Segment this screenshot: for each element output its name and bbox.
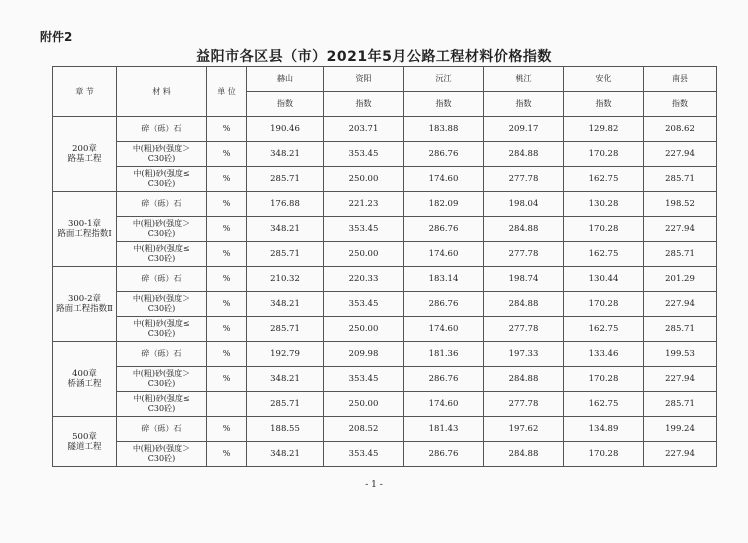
- index-value-cell: 353.45: [324, 142, 404, 167]
- index-value-cell: 210.32: [247, 267, 324, 292]
- header-index: 指数: [247, 92, 324, 117]
- header-region: 赫山: [247, 67, 324, 92]
- index-value-cell: 197.33: [484, 342, 564, 367]
- header-region: 安化: [564, 67, 644, 92]
- index-value-cell: 285.71: [644, 167, 717, 192]
- unit-cell: %: [207, 417, 247, 442]
- table-row: [53, 242, 717, 267]
- material-line: 中(粗)砂(强度＞: [132, 219, 191, 228]
- index-value-cell: 170.28: [564, 442, 644, 467]
- index-value-cell: 277.78: [484, 392, 564, 417]
- index-value-cell: 277.78: [484, 317, 564, 342]
- index-value-cell: 285.71: [644, 317, 717, 342]
- index-value-cell: 221.23: [324, 192, 404, 217]
- chapter-line: 400章: [72, 369, 97, 379]
- index-value-cell: 227.94: [644, 142, 717, 167]
- index-value-cell: 162.75: [564, 167, 644, 192]
- header-index: 指数: [644, 92, 717, 117]
- chapter-line: 路面工程指数Ⅱ: [56, 304, 113, 314]
- index-value-cell: 181.36: [404, 342, 484, 367]
- material-cell: [117, 192, 207, 217]
- index-value-cell: 130.28: [564, 192, 644, 217]
- index-value-cell: 183.14: [404, 267, 484, 292]
- index-value-cell: 286.76: [404, 142, 484, 167]
- index-value-cell: 174.60: [404, 242, 484, 267]
- index-value-cell: 227.94: [644, 442, 717, 467]
- index-value-cell: 162.75: [564, 317, 644, 342]
- table-row: [53, 417, 717, 442]
- material-line: C30砼): [147, 254, 176, 263]
- index-value-cell: 286.76: [404, 292, 484, 317]
- index-value-cell: 188.55: [247, 417, 324, 442]
- material-line: C30砼): [147, 404, 176, 413]
- index-value-cell: 227.94: [644, 292, 717, 317]
- index-value-cell: 198.74: [484, 267, 564, 292]
- index-value-cell: 284.88: [484, 142, 564, 167]
- material-line: 中(粗)砂(强度≤: [133, 394, 190, 403]
- header-region: 南县: [644, 67, 717, 92]
- unit-cell: %: [207, 167, 247, 192]
- table-row: [53, 392, 717, 417]
- material-line: C30砼): [147, 304, 176, 313]
- unit-cell: %: [207, 142, 247, 167]
- index-value-cell: 203.71: [324, 117, 404, 142]
- index-value-cell: 174.60: [404, 317, 484, 342]
- chapter-line: 300-2章: [67, 294, 101, 304]
- index-value-cell: 198.52: [644, 192, 717, 217]
- material-line: 中(粗)砂(强度＞: [132, 294, 191, 303]
- material-cell: [117, 142, 207, 167]
- material-cell: [117, 167, 207, 192]
- index-value-cell: 174.60: [404, 392, 484, 417]
- material-line: 碎（砾）石: [141, 124, 182, 133]
- table-row: [53, 267, 717, 292]
- material-line: 碎（砾）石: [141, 274, 182, 283]
- index-value-cell: 353.45: [324, 292, 404, 317]
- index-value-cell: 209.98: [324, 342, 404, 367]
- index-value-cell: 348.21: [247, 442, 324, 467]
- unit-cell: %: [207, 367, 247, 392]
- index-value-cell: 220.33: [324, 267, 404, 292]
- index-value-cell: 353.45: [324, 217, 404, 242]
- header-index: 指数: [564, 92, 644, 117]
- unit-cell: %: [207, 192, 247, 217]
- material-line: 中(粗)砂(强度＞: [132, 369, 191, 378]
- index-value-cell: 199.24: [644, 417, 717, 442]
- index-value-cell: 190.46: [247, 117, 324, 142]
- table-row: [53, 217, 717, 242]
- chapter-line: 路基工程: [67, 154, 102, 164]
- material-line: 中(粗)砂(强度≤: [133, 244, 190, 253]
- unit-cell: %: [207, 217, 247, 242]
- table-row: [53, 367, 717, 392]
- index-value-cell: 133.46: [564, 342, 644, 367]
- chapter-cell: [53, 267, 117, 342]
- chapter-cell: [53, 117, 117, 192]
- index-value-cell: 134.89: [564, 417, 644, 442]
- price-index-table: [52, 66, 717, 467]
- chapter-cell: [53, 192, 117, 267]
- material-line: 碎（砾）石: [141, 199, 182, 208]
- index-value-cell: 197.62: [484, 417, 564, 442]
- header-region: 资阳: [324, 67, 404, 92]
- index-value-cell: 170.28: [564, 142, 644, 167]
- material-line: 中(粗)砂(强度≤: [133, 169, 190, 178]
- index-value-cell: 285.71: [247, 392, 324, 417]
- chapter-cell: [53, 417, 117, 467]
- chapter-line: 路面工程指数Ⅰ: [57, 229, 112, 239]
- material-line: 中(粗)砂(强度≤: [133, 319, 190, 328]
- index-value-cell: 130.44: [564, 267, 644, 292]
- index-value-cell: 277.78: [484, 242, 564, 267]
- index-value-cell: 285.71: [247, 242, 324, 267]
- material-cell: [117, 267, 207, 292]
- material-line: C30砼): [147, 154, 176, 163]
- index-value-cell: 285.71: [644, 392, 717, 417]
- index-value-cell: 353.45: [324, 442, 404, 467]
- material-cell: [117, 242, 207, 267]
- index-value-cell: 348.21: [247, 217, 324, 242]
- index-value-cell: 286.76: [404, 367, 484, 392]
- material-cell: [117, 342, 207, 367]
- table-row: [53, 192, 717, 217]
- material-line: C30砼): [147, 454, 176, 463]
- index-value-cell: 284.88: [484, 217, 564, 242]
- material-line: 中(粗)砂(强度＞: [132, 144, 191, 153]
- material-cell: [117, 442, 207, 467]
- material-line: C30砼): [147, 229, 176, 238]
- header-row-regions: [53, 67, 717, 92]
- index-value-cell: 183.88: [404, 117, 484, 142]
- unit-cell: %: [207, 317, 247, 342]
- table-row: [53, 317, 717, 342]
- index-value-cell: 192.79: [247, 342, 324, 367]
- table-row: [53, 167, 717, 192]
- index-value-cell: 182.09: [404, 192, 484, 217]
- index-value-cell: 285.71: [247, 317, 324, 342]
- material-cell: [117, 367, 207, 392]
- table-row: [53, 292, 717, 317]
- index-value-cell: 250.00: [324, 167, 404, 192]
- index-value-cell: 250.00: [324, 317, 404, 342]
- unit-cell: %: [207, 117, 247, 142]
- material-line: 碎（砾）石: [141, 349, 182, 358]
- index-value-cell: 208.52: [324, 417, 404, 442]
- index-value-cell: 348.21: [247, 142, 324, 167]
- index-value-cell: 348.21: [247, 367, 324, 392]
- chapter-line: 隧道工程: [67, 441, 102, 452]
- table-row: [53, 342, 717, 367]
- header-index: 指数: [324, 92, 404, 117]
- index-value-cell: 181.43: [404, 417, 484, 442]
- index-value-cell: 284.88: [484, 367, 564, 392]
- index-value-cell: 129.82: [564, 117, 644, 142]
- index-value-cell: 286.76: [404, 217, 484, 242]
- index-value-cell: 277.78: [484, 167, 564, 192]
- unit-cell: %: [207, 292, 247, 317]
- chapter-cell: [53, 342, 117, 417]
- header-unit: 单 位: [207, 67, 247, 117]
- index-value-cell: 198.04: [484, 192, 564, 217]
- table-row: [53, 142, 717, 167]
- material-cell: [117, 317, 207, 342]
- index-value-cell: 227.94: [644, 217, 717, 242]
- index-value-cell: 286.76: [404, 442, 484, 467]
- unit-cell: [207, 392, 247, 417]
- unit-cell: %: [207, 442, 247, 467]
- index-value-cell: 170.28: [564, 292, 644, 317]
- index-value-cell: 227.94: [644, 367, 717, 392]
- header-chapter: 章 节: [53, 67, 117, 117]
- index-value-cell: 250.00: [324, 392, 404, 417]
- material-cell: [117, 117, 207, 142]
- attachment-label: 附件2: [40, 30, 73, 44]
- header-index: 指数: [484, 92, 564, 117]
- index-value-cell: 162.75: [564, 242, 644, 267]
- unit-cell: %: [207, 342, 247, 367]
- unit-cell: %: [207, 242, 247, 267]
- index-value-cell: 209.17: [484, 117, 564, 142]
- header-region: 桃江: [484, 67, 564, 92]
- chapter-line: 500章: [72, 431, 97, 442]
- material-cell: [117, 217, 207, 242]
- material-line: 碎（砾）石: [141, 424, 182, 433]
- material-line: 中(粗)砂(强度＞: [132, 444, 191, 453]
- chapter-line: 桥涵工程: [67, 379, 102, 389]
- index-value-cell: 285.71: [644, 242, 717, 267]
- index-value-cell: 199.53: [644, 342, 717, 367]
- table-row: [53, 117, 717, 142]
- index-value-cell: 170.28: [564, 217, 644, 242]
- header-material: 材 料: [117, 67, 207, 117]
- chapter-line: 200章: [72, 144, 97, 154]
- index-value-cell: 285.71: [247, 167, 324, 192]
- index-value-cell: 284.88: [484, 442, 564, 467]
- index-value-cell: 162.75: [564, 392, 644, 417]
- material-cell: [117, 417, 207, 442]
- index-value-cell: 201.29: [644, 267, 717, 292]
- material-cell: [117, 392, 207, 417]
- index-value-cell: 176.88: [247, 192, 324, 217]
- index-value-cell: 284.88: [484, 292, 564, 317]
- table-row: [53, 442, 717, 467]
- index-value-cell: 353.45: [324, 367, 404, 392]
- page-number: - 1 -: [365, 480, 383, 490]
- header-index: 指数: [404, 92, 484, 117]
- index-value-cell: 250.00: [324, 242, 404, 267]
- unit-cell: %: [207, 267, 247, 292]
- material-line: C30砼): [147, 379, 176, 388]
- page-title: 益阳市各区县（市）2021年5月公路工程材料价格指数: [196, 49, 552, 65]
- material-line: C30砼): [147, 329, 176, 338]
- chapter-line: 300-1章: [67, 219, 101, 229]
- index-value-cell: 208.62: [644, 117, 717, 142]
- material-line: C30砼): [147, 179, 176, 188]
- header-region: 沅江: [404, 67, 484, 92]
- index-value-cell: 170.28: [564, 367, 644, 392]
- index-value-cell: 348.21: [247, 292, 324, 317]
- material-cell: [117, 292, 207, 317]
- index-value-cell: 174.60: [404, 167, 484, 192]
